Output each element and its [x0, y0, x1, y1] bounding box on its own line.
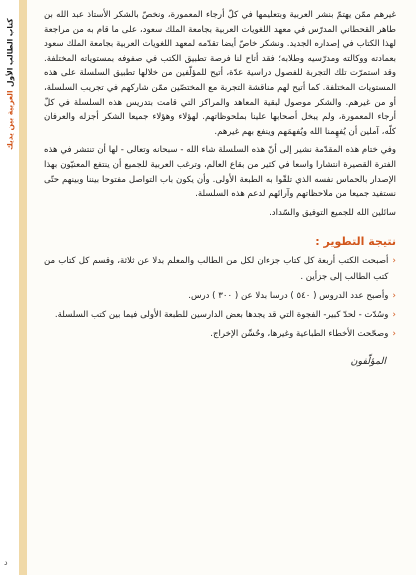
chevron-bullet-icon: ‹ [392, 291, 396, 302]
results-list [44, 253, 396, 342]
chevron-bullet-icon: ‹ [392, 329, 396, 340]
chevron-bullet-icon: ‹ [392, 310, 396, 321]
list-item [44, 326, 396, 342]
side-stripe [19, 0, 27, 575]
section-title: نتيجة التطوير : [315, 235, 396, 249]
series-title: العربية بين يديك [5, 90, 15, 151]
intro-paragraph-1: غيرهم ممّن يهتمّ بنشر العربية وبتعليمها في كلّ أرجاء المعمورة، ونخصّ بالشكر الأستاذ عبد الله بن طاهر القحطاني المدرّس في معهد اللغويات العربية بجامعة الملك سعود، على ما قام به من مراجعة لهذا الكتاب في إصداره الجديد. ونشكر خاصّ أيضا تقدّمه لمعهد اللغويات العربية بجامعة الملك سعود بعمادته ووكالته ومدرّسيه وطلابه؛ فقد أتاح لنا فرصة تطبيق الكتب في صفوفه بمستوياته المختلفة. وقد استمرّت تلك التجربة للفصول دراسية عدّة، أتيح للمؤلّفين من خلالها تطبيق السلسلة على هذه المستويات المختلفة. كما أتيح لهم مناقشة التجربة مع المختصّين ممّن شاركهم في تجريب السلسلة، أو من غيرهم. والشكر موصول لبقية المعاهد والمراكز التي قامت بتدريس هذه السلسلة في كلّ أرجاء المعمورة، ولم يبخل أصحابها علينا بملحوظاتهم. لهؤلاء وهؤلاء جميعا الشكر أجزله والعرفان كلّه، آملين أن يُفهِمنا الله ويُفهمَهم وينفع بهم غيرهم. [44, 10, 396, 137]
section-heading [44, 235, 396, 248]
intro-paragraph-3: سائلين الله للجميع التوفيق والسّداد. [269, 207, 396, 218]
side-label [2, 18, 18, 198]
page-content [44, 8, 396, 568]
intro-text [44, 8, 396, 220]
list-item-text: أصبحت الكتب أربعة كل كتاب جزءان لكل من الطالب والمعلم بدلا عن ثلاثة، وقسم كل كتاب من كتب الطالب إلى جزأين . [44, 256, 389, 283]
intro-paragraph-2: وفي ختام هذه المقدّمة نشير إلى أنّ هذه السلسلة شاء الله - سبحانه وتعالى - لها أن تنتشر في هذه الفترة القصيرة انتشارا واسعا في كثير من بقاع العالم، وترغب العربية للجميع أن ينتفع المعنيّون بهذا الإصدار بالحماس نفسه الذي تلقّوا به الطبعة الأولى. وأن يكون باب التواصل مفتوحا بيننا وبينهم حتّى نستفيد جميعا من ملاحظاتهم وآرائهم لدعم هذه السلسلة. [44, 145, 396, 200]
list-item-text: وأصبح عدد الدروس ( ٥٤٠ ) درسا بدلا عن ( ٣٠٠ ) درس. [188, 291, 389, 302]
chevron-bullet-icon: ‹ [392, 256, 396, 267]
list-item [44, 288, 396, 304]
signature: المؤلّفون [350, 356, 386, 368]
list-item-text: وسُدّت - لحدّ كبير- الفجوة التي قد يجدها بعض الدارسين للطبعة الأولى فيما بين كتب السلسلة. [54, 310, 389, 321]
book-title: كتاب الطالب الأول [5, 18, 15, 87]
page-number: د [4, 558, 8, 567]
list-item [44, 253, 396, 285]
list-item-text: وصحّحت الأخطاء الطباعية وغيرها، وحُسِّن الإخراج. [210, 329, 389, 340]
list-item [44, 307, 396, 323]
